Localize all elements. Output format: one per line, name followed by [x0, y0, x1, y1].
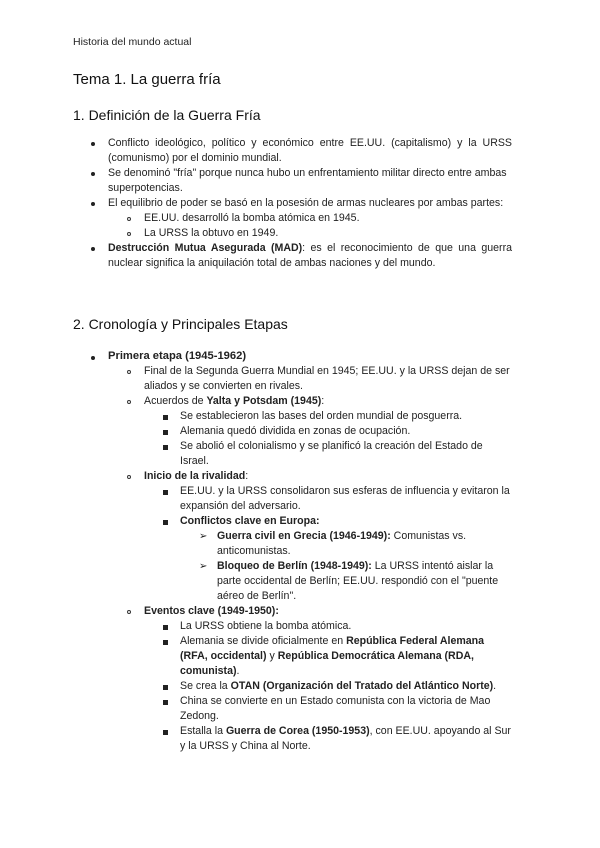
square-bullet-icon — [163, 625, 168, 630]
square-bullet-icon — [163, 730, 168, 735]
square-bullet-icon — [163, 490, 168, 495]
circle-bullet-icon — [127, 475, 131, 479]
s1-c4: Eventos clave (1949-1950): — [144, 605, 279, 617]
bullet-icon — [91, 172, 95, 176]
s1-c3-post: : — [245, 470, 249, 482]
sec1-sub-2: La URSS la obtuvo en 1949. — [144, 227, 279, 239]
bullet-icon — [91, 202, 95, 206]
bullet-icon — [91, 356, 95, 360]
s1-c4-sq3 — [180, 679, 520, 694]
square-bullet-icon — [163, 700, 168, 705]
s1-c2-sq3: Se abolió el colonialismo y se planificó la creación del Estado de Israel. — [180, 440, 483, 467]
bullet-icon — [91, 142, 95, 146]
s1-c3-arrow-1 — [217, 529, 512, 559]
s1-c4-sq4: China se convierte en un Estado comunista con la victoria de Mao Zedong. — [180, 695, 491, 722]
sec1-sub-1: EE.UU. desarrolló la bomba atómica en 1945. — [144, 212, 360, 224]
s1-c4-sq3-pre: Se crea la — [180, 680, 231, 692]
sec1-bullet-2: Se denominó "fría" porque nunca hubo un enfrentamiento militar directo entre ambas superpotencias. — [108, 167, 507, 194]
s1-c4-sq2 — [180, 634, 512, 679]
korea-war-term: Guerra de Corea (1950-1953) — [225, 725, 370, 737]
rfa-term: República Federal Alemana (RFA, occidental) — [180, 635, 485, 662]
arrow-bullet-icon: ➢ — [199, 531, 208, 542]
s1-c4-sq2-pre: Alemania se divide oficialmente en — [180, 635, 347, 647]
sec1-bullet-4 — [108, 241, 512, 271]
berlin-blockade-desc: La URSS intentó aislar la parte occidental de Berlín; EE.UU. respondió con el "puente aéreo de Berlín". — [217, 560, 499, 602]
berlin-blockade-term: Bloqueo de Berlín (1948-1949): — [217, 560, 372, 572]
square-bullet-icon — [163, 640, 168, 645]
s1-c2-bold: Yalta y Potsdam (1945) — [206, 395, 322, 407]
square-bullet-icon — [163, 445, 168, 450]
circle-bullet-icon — [127, 232, 131, 236]
document-title: Tema 1. La guerra fría — [73, 71, 221, 88]
rda-term: República Democrática Alemana (RDA, comunista) — [180, 650, 474, 677]
s1-c4-sq3-post: . — [493, 680, 497, 692]
s1-c3-sq1: EE.UU. y la URSS consolidaron sus esferas de influencia y evitaron la expansión del adversario. — [180, 485, 510, 512]
square-bullet-icon — [163, 430, 168, 435]
s1-c3 — [144, 469, 512, 484]
arrow-bullet-icon: ➢ — [199, 561, 208, 572]
circle-bullet-icon — [127, 370, 131, 374]
square-bullet-icon — [163, 685, 168, 690]
s1-c2 — [144, 394, 512, 409]
s1-c3-bold: Inicio de la rivalidad — [144, 470, 246, 482]
stage-1-heading: Primera etapa (1945-1962) — [108, 350, 247, 362]
s1-c4-sq2-mid: y — [266, 650, 278, 662]
s1-c4-sq5-post: , con EE.UU. apoyando al Sur y la URSS y China al Norte. — [180, 725, 511, 752]
s1-c1: Final de la Segunda Guerra Mundial en 1945; EE.UU. y la URSS dejan de ser aliados y se convierten en rivales. — [144, 365, 510, 392]
mad-definition: : es el reconocimiento de que una guerra nuclear significa la aniquilación total de ambas naciones y del mundo. — [108, 242, 512, 269]
greece-war-term: Guerra civil en Grecia (1946-1949): — [217, 530, 391, 542]
sec1-bullet-1: Conflicto ideológico, político y económico entre EE.UU. (capitalismo) y la URSS (comunismo) por el dominio mundial. — [108, 137, 512, 164]
circle-bullet-icon — [127, 400, 131, 404]
s1-c4-sq1: La URSS obtiene la bomba atómica. — [180, 620, 352, 632]
square-bullet-icon — [163, 415, 168, 420]
s1-c4-sq5-pre: Estalla la — [180, 725, 226, 737]
s1-c4-sq5 — [180, 724, 512, 754]
greece-war-desc: Comunistas vs. anticomunistas. — [217, 530, 467, 557]
running-header: Historia del mundo actual — [73, 36, 192, 48]
s1-c2-sq1: Se establecieron las bases del orden mundial de posguerra. — [180, 410, 463, 422]
section-1-heading: 1. Definición de la Guerra Fría — [73, 107, 261, 123]
sec1-bullet-3: El equilibrio de poder se basó en la posesión de armas nucleares por ambas partes: — [108, 197, 504, 209]
mad-term: Destrucción Mutua Asegurada (MAD) — [108, 242, 303, 254]
s1-c2-sq2: Alemania quedó dividida en zonas de ocupación. — [180, 425, 411, 437]
s1-c3-sq2: Conflictos clave en Europa: — [180, 515, 320, 527]
section-2-heading: 2. Cronología y Principales Etapas — [73, 316, 288, 332]
s1-c3-arrow-2 — [217, 559, 512, 604]
circle-bullet-icon — [127, 610, 131, 614]
square-bullet-icon — [163, 520, 168, 525]
otan-term: OTAN (Organización del Tratado del Atlántico Norte) — [230, 680, 494, 692]
circle-bullet-icon — [127, 217, 131, 221]
s1-c2-post: : — [321, 395, 325, 407]
bullet-icon — [91, 247, 95, 251]
s1-c2-pre: Acuerdos de — [144, 395, 207, 407]
s1-c4-sq2-post: . — [236, 665, 240, 677]
